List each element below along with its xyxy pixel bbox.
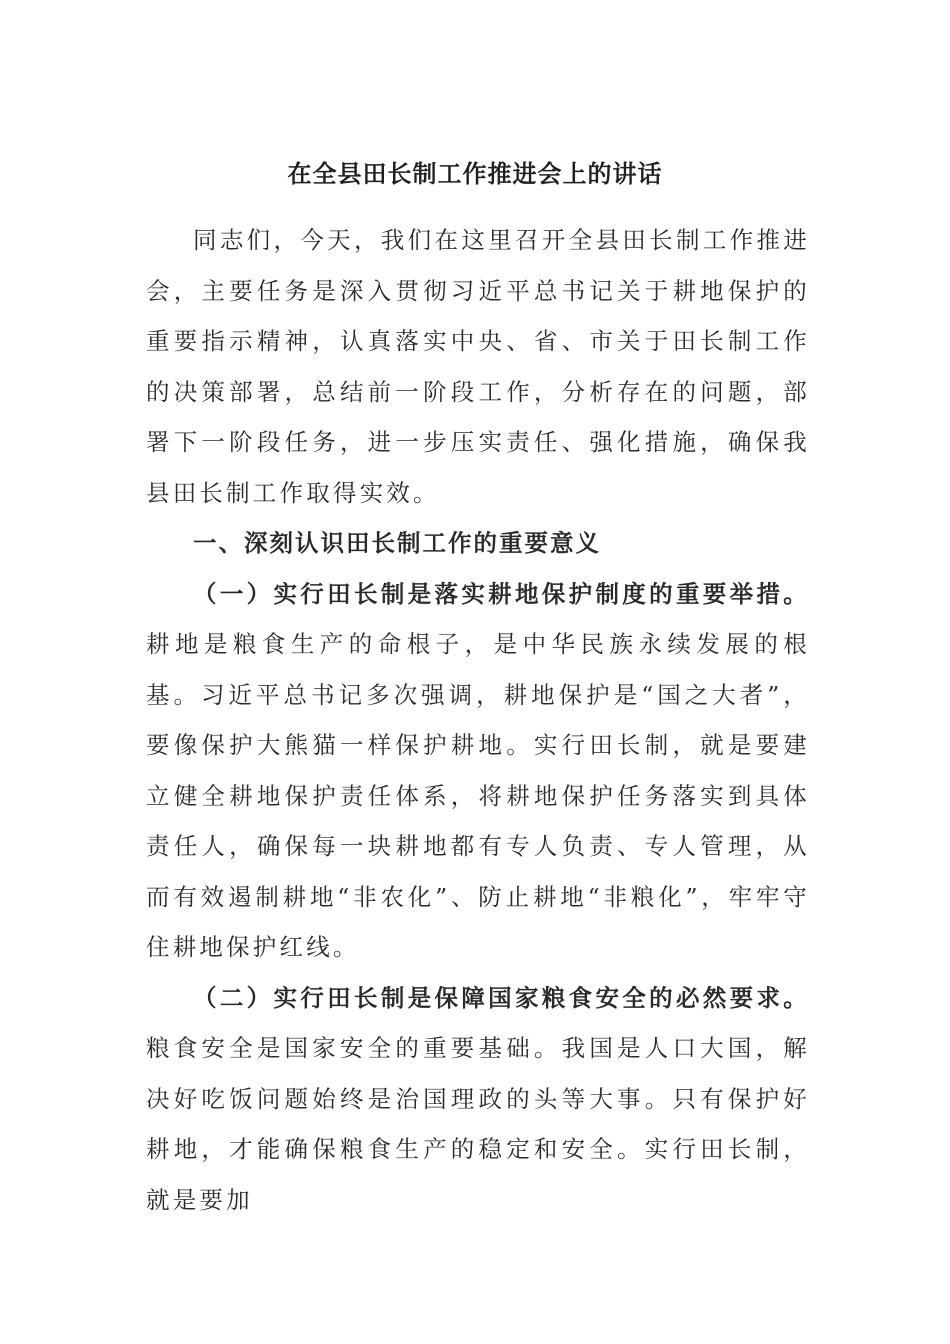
subsection-paragraph-1 [146, 569, 810, 973]
document-body [146, 215, 810, 1225]
subsection-lead-2: （二）实行田长制是保障国家粮食安全的必然要求。 [193, 983, 810, 1012]
subsection-body-2: 粮食安全是国家安全的重要基础。我国是人口大国，解决好吃饭问题始终是治国理政的头等大事。只有保护好耕地，才能确保粮食生产的稳定和安全。实行田长制，就是要加 [146, 1034, 810, 1214]
section-heading: 一、深刻认识田长制工作的重要意义 [193, 529, 601, 557]
subsection-lead-1: （一）实行田长制是落实耕地保护制度的重要举措。 [193, 579, 810, 608]
intro-paragraph: 同志们，今天，我们在这里召开全县田长制工作推进会，主要任务是深入贯彻习近平总书记关于耕地保护的重要指示精神，认真落实中央、省、市关于田长制工作的决策部署，总结前一阶段工作，分析存在的问题，部署下一阶段任务，进一步压实责任、强化措施，确保我县田长制工作取得实效。 [146, 226, 810, 507]
document-title: 在全县田长制工作推进会上的讲话 [287, 159, 663, 188]
subsection-paragraph-2 [146, 973, 810, 1226]
subsection-body-1: 耕地是粮食生产的命根子，是中华民族永续发展的根基。习近平总书记多次强调，耕地保护是“国之大者”，要像保护大熊猫一样保护耕地。实行田长制，就是要建立健全耕地保护责任体系，将耕地保护任务落实到具体责任人，确保每一块耕地都有专人负责、专人管理，从而有效遏制耕地“非农化”、防止耕地“非粮化”，牢牢守住耕地保护红线。 [146, 630, 810, 961]
